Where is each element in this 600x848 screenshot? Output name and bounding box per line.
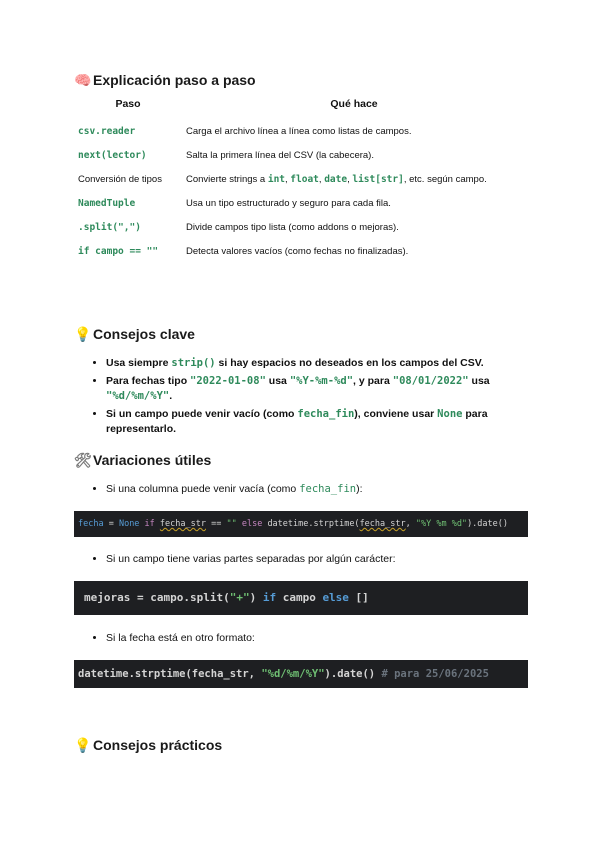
inline-code: "2022-01-08" [190, 375, 266, 387]
variacion-item-3 [90, 631, 536, 649]
code-token: if [139, 519, 160, 529]
desc-text: , [347, 174, 353, 185]
code-block-1[interactable] [74, 511, 528, 537]
desc-cell [182, 168, 526, 192]
inline-code: None [437, 408, 463, 420]
code-comment: # para 25/06/2025 [375, 668, 489, 680]
variacion-item-2 [90, 552, 536, 570]
step-code: if campo == "" [78, 246, 159, 257]
heading-text: Explicación paso a paso [93, 72, 256, 88]
heading-text: Consejos prácticos [93, 737, 223, 753]
lightbulb-icon: 💡 [74, 326, 92, 342]
item-text: Para fechas tipo [106, 375, 191, 387]
item-text: Usa siempre [106, 357, 172, 369]
code-token: fecha [78, 519, 104, 529]
inline-code: "08/01/2022" [392, 375, 469, 387]
code-token: fecha_str [359, 519, 406, 529]
step-cell [74, 216, 182, 240]
inline-code: strip() [171, 357, 216, 369]
desc-cell: Detecta valores vacíos (como fechas no finalizadas). [186, 246, 409, 257]
desc-text: , [285, 174, 291, 185]
code-token: ).date() [467, 519, 509, 529]
step-cell [74, 192, 182, 216]
column-header-paso: Paso [115, 98, 141, 110]
code-token: "%Y %m %d" [415, 519, 468, 529]
table-row [74, 168, 526, 192]
item-text: , y para [353, 375, 393, 387]
code-token: [] [348, 591, 369, 604]
table-row [74, 240, 526, 264]
inline-code: fecha_fin [299, 483, 357, 495]
inline-code: date [324, 174, 348, 185]
code-token: None [118, 519, 140, 529]
inline-code: list[str] [352, 174, 404, 185]
step-cell [74, 120, 182, 144]
code-token: "" [226, 519, 237, 529]
code-token: "%d/%m/%Y" [261, 668, 325, 680]
item-text: si hay espacios no deseados en los campos del CSV. [215, 357, 484, 369]
code-token: campo [276, 591, 323, 604]
code-token: else [236, 519, 268, 529]
heading-text: Variaciones útiles [93, 452, 212, 468]
code-token: else [322, 591, 349, 604]
code-block-2[interactable] [74, 581, 528, 615]
column-header-que-hace: Qué hace [330, 98, 378, 110]
desc-cell: Usa un tipo estructurado y seguro para cada fila. [186, 198, 391, 209]
item-text: ), conviene usar [354, 408, 438, 420]
desc-text: , etc. según campo. [403, 174, 487, 185]
step-code: NamedTuple [78, 198, 136, 209]
heading-text: Consejos clave [93, 326, 195, 342]
desc-text: , [318, 174, 325, 185]
item-text: para representarlo. [106, 408, 488, 435]
step-code: .split(",") [78, 222, 141, 233]
code-token: ) [249, 591, 263, 604]
lightbulb-icon: 💡 [74, 737, 92, 753]
code-block-3[interactable] [74, 660, 528, 688]
list-item [106, 482, 536, 497]
code-token: datetime.strptime(fecha_str, [78, 668, 262, 680]
code-token: == [205, 519, 227, 529]
item-text: usa [265, 375, 290, 387]
code-token: mejoras = campo.split( [84, 591, 230, 604]
code-token: ).date() [324, 668, 376, 680]
code-token: "+" [229, 591, 250, 604]
code-token: if [262, 591, 277, 604]
section-heading-consejos-clave [74, 326, 195, 343]
step-code: csv.reader [78, 126, 136, 137]
code-token: , [405, 519, 416, 529]
steps-table [74, 94, 526, 264]
code-token: = [103, 519, 119, 529]
step-cell: Conversión de tipos [78, 174, 162, 185]
item-text: Si un campo puede venir vacío (como [106, 408, 298, 420]
consejos-list [90, 356, 536, 440]
item-text: . [169, 390, 173, 402]
list-item: • Si un campo tiene varias partes separadas por algún carácter: [106, 552, 536, 567]
list-item [106, 356, 536, 371]
table-row [74, 192, 526, 216]
tools-icon: 🛠 [74, 452, 92, 468]
inline-code: fecha_fin [297, 408, 355, 420]
section-heading-explicacion [74, 72, 256, 89]
code-token: fecha_str [159, 519, 206, 529]
step-code: next(lector) [78, 150, 147, 161]
item-text: ): [356, 483, 363, 495]
item-text: usa [468, 375, 490, 387]
list-item [106, 407, 536, 437]
desc-cell: Carga el archivo línea a línea como listas de campos. [186, 126, 412, 137]
step-cell [74, 240, 182, 264]
brain-icon: 🧠 [74, 72, 92, 88]
section-heading-consejos-practicos [74, 737, 222, 754]
inline-code: "%d/%m/%Y" [106, 390, 170, 402]
step-cell [74, 144, 182, 168]
inline-code: float [290, 174, 319, 185]
code-token: datetime.strptime( [267, 519, 360, 529]
item-text: Si una columna puede venir vacía (como [106, 483, 300, 495]
desc-text: Convierte strings a [186, 174, 268, 185]
desc-cell: Salta la primera línea del CSV (la cabecera). [186, 150, 374, 161]
table-row [74, 216, 526, 240]
inline-code: "%Y-%m-%d" [289, 375, 354, 387]
desc-cell: Divide campos tipo lista (como addons o mejoras). [186, 222, 399, 233]
list-item [106, 374, 536, 404]
table-header-row [74, 94, 526, 120]
variacion-item-1 [90, 482, 536, 500]
table-row [74, 120, 526, 144]
section-heading-variaciones [74, 452, 211, 469]
table-row [74, 144, 526, 168]
inline-code: int [267, 174, 286, 185]
list-item: • Si la fecha está en otro formato: [106, 631, 536, 646]
